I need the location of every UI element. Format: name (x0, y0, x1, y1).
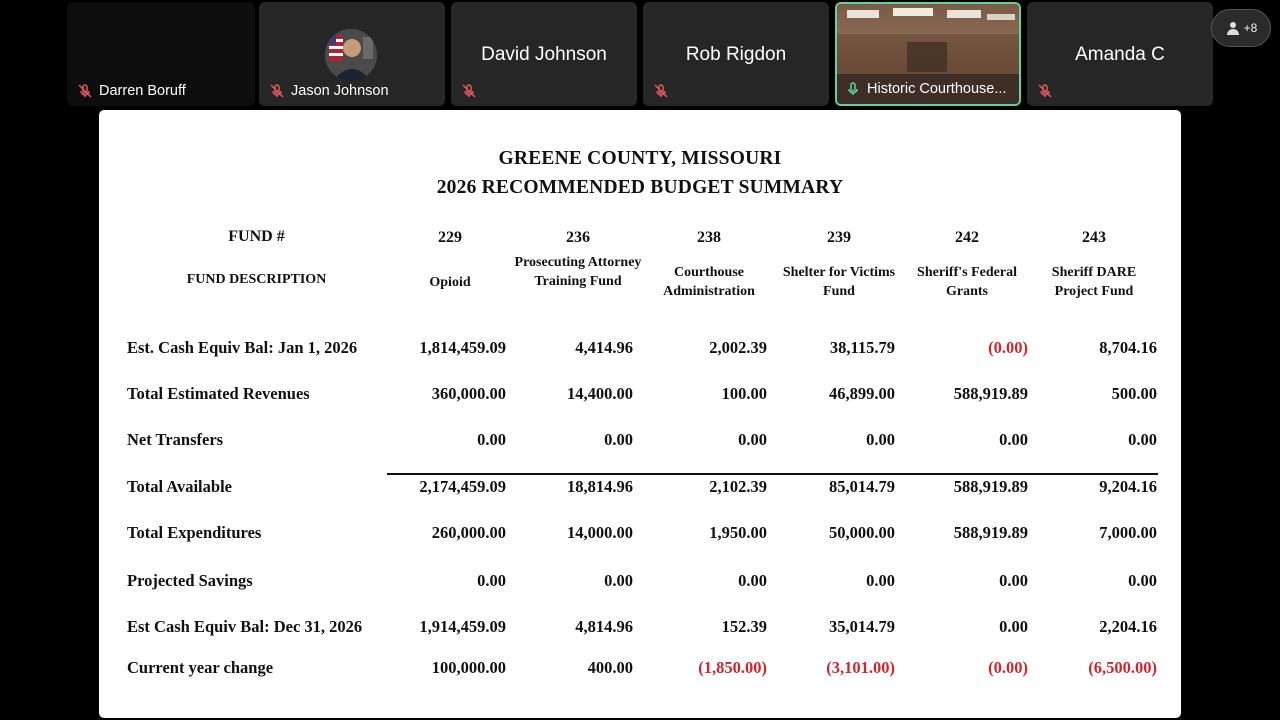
participant-footer (653, 82, 675, 100)
table-cell: 0.00 (477, 571, 506, 590)
participant-name: Historic Courthouse... (867, 81, 1007, 97)
fund-description: Sheriff's Federal Grants (917, 265, 1017, 299)
table-cell: 46,899.00 (829, 384, 895, 403)
row-label: Est. Cash Equiv Bal: Jan 1, 2026 (127, 338, 358, 357)
table-cell: 360,000.00 (431, 384, 506, 403)
table-cell: (1,850.00) (698, 658, 767, 677)
table-cell: 0.00 (1128, 571, 1157, 590)
participant-name: Amanda C (1075, 44, 1165, 65)
table-cell: 4,814.96 (575, 617, 633, 636)
table-cell: 2,174,459.09 (419, 477, 506, 496)
participant-tile-darren-boruff[interactable] (67, 2, 255, 106)
shared-screen-slide (99, 110, 1181, 718)
table-cell: 0.00 (999, 617, 1028, 636)
table-cell: 0.00 (866, 430, 895, 449)
fund-number: 236 (566, 229, 590, 246)
participant-tile-historic-courthouse[interactable] (835, 2, 1021, 106)
total-divider (387, 473, 1158, 475)
table-cell: 1,914,459.09 (419, 617, 506, 636)
fund-description: Opioid (429, 275, 471, 290)
more-participants-button[interactable] (1211, 9, 1271, 47)
table-cell: 35,014.79 (829, 617, 895, 636)
fund-number: 242 (955, 229, 979, 246)
participant-tile-jason-johnson[interactable] (259, 2, 445, 106)
row-label: Current year change (127, 658, 274, 677)
mic-muted-icon (77, 83, 93, 99)
participant-footer (845, 80, 1006, 98)
participant-footer (77, 82, 186, 100)
row-label: Est Cash Equiv Bal: Dec 31, 2026 (127, 617, 363, 636)
table-cell: (0.00) (988, 338, 1028, 357)
slide-title: GREENE COUNTY, MISSOURI (498, 148, 782, 169)
table-cell: 0.00 (738, 430, 767, 449)
row-label: Projected Savings (127, 571, 253, 590)
mic-muted-icon (653, 83, 669, 99)
table-cell: 50,000.00 (829, 523, 895, 542)
table-cell: 4,414.96 (575, 338, 633, 357)
participant-footer (1037, 82, 1059, 100)
fund-description: Shelter for Victims Fund (782, 265, 896, 299)
row-label: Total Available (127, 477, 232, 496)
row-label: Total Expenditures (127, 523, 262, 542)
participant-tile-rob-rigdon[interactable] (643, 2, 829, 106)
table-cell: 18,814.96 (567, 477, 633, 496)
avatar (325, 29, 377, 81)
participant-name: Rob Rigdon (685, 44, 787, 65)
table-cell: 400.00 (587, 658, 633, 677)
table-cell: 0.00 (604, 571, 633, 590)
fund-description-label: FUND DESCRIPTION (186, 272, 327, 287)
table-cell: 1,814,459.09 (419, 338, 506, 357)
table-cell: 7,000.00 (1099, 523, 1157, 542)
fund-description: Sheriff DARE Project Fund (1051, 265, 1137, 299)
mic-muted-icon (269, 83, 285, 99)
table-cell: 1,950.00 (709, 523, 767, 542)
table-cell: 0.00 (866, 571, 895, 590)
person-icon (1225, 20, 1241, 36)
participant-name: Darren Boruff (99, 83, 186, 99)
table-cell: (0.00) (988, 658, 1028, 677)
fund-description: Prosecuting Attorney Training Fund (514, 255, 642, 289)
fund-number: 238 (697, 229, 721, 246)
participant-tile-david-johnson[interactable] (451, 2, 637, 106)
row-label: Net Transfers (127, 430, 224, 449)
table-cell: 14,000.00 (567, 523, 633, 542)
table-cell: 260,000.00 (431, 523, 506, 542)
row-label: Total Estimated Revenues (127, 384, 310, 403)
table-cell: 100.00 (721, 384, 767, 403)
fund-number: 243 (1082, 229, 1106, 246)
table-cell: 0.00 (999, 571, 1028, 590)
table-cell: 38,115.79 (829, 338, 895, 357)
slide-subtitle: 2026 RECOMMENDED BUDGET SUMMARY (436, 177, 844, 198)
table-cell: 14,400.00 (567, 384, 633, 403)
table-cell: (3,101.00) (826, 658, 895, 677)
table-cell: 500.00 (1111, 384, 1157, 403)
table-cell: 0.00 (999, 430, 1028, 449)
participant-name: Jason Johnson (291, 83, 389, 99)
table-cell: 588,919.89 (953, 523, 1028, 542)
table-cell: 100,000.00 (431, 658, 506, 677)
table-cell: 152.39 (721, 617, 767, 636)
table-cell: 588,919.89 (953, 384, 1028, 403)
mic-muted-icon (1037, 83, 1053, 99)
table-cell: 0.00 (604, 430, 633, 449)
table-cell: 85,014.79 (829, 477, 895, 496)
participant-tile-amanda-c[interactable] (1027, 2, 1213, 106)
table-cell: 2,002.39 (709, 338, 767, 357)
table-cell: 9,204.16 (1099, 477, 1157, 496)
participant-name: David Johnson (481, 44, 607, 65)
more-participants-count: +8 (1243, 21, 1258, 35)
participant-footer (269, 82, 389, 100)
table-cell: 0.00 (1128, 430, 1157, 449)
table-cell: 8,704.16 (1099, 338, 1157, 357)
fund-number-label: FUND # (228, 228, 285, 245)
mic-active-icon (845, 81, 861, 97)
table-cell: 2,204.16 (1099, 617, 1157, 636)
fund-description: Courthouse Administration (663, 265, 755, 299)
fund-number: 239 (827, 229, 851, 246)
table-cell: 588,919.89 (953, 477, 1028, 496)
table-cell: 2,102.39 (709, 477, 767, 496)
table-cell: 0.00 (738, 571, 767, 590)
participant-footer (461, 82, 483, 100)
mic-muted-icon (461, 83, 477, 99)
fund-number: 229 (438, 229, 462, 246)
table-cell: 0.00 (477, 430, 506, 449)
table-cell: (6,500.00) (1088, 658, 1157, 677)
